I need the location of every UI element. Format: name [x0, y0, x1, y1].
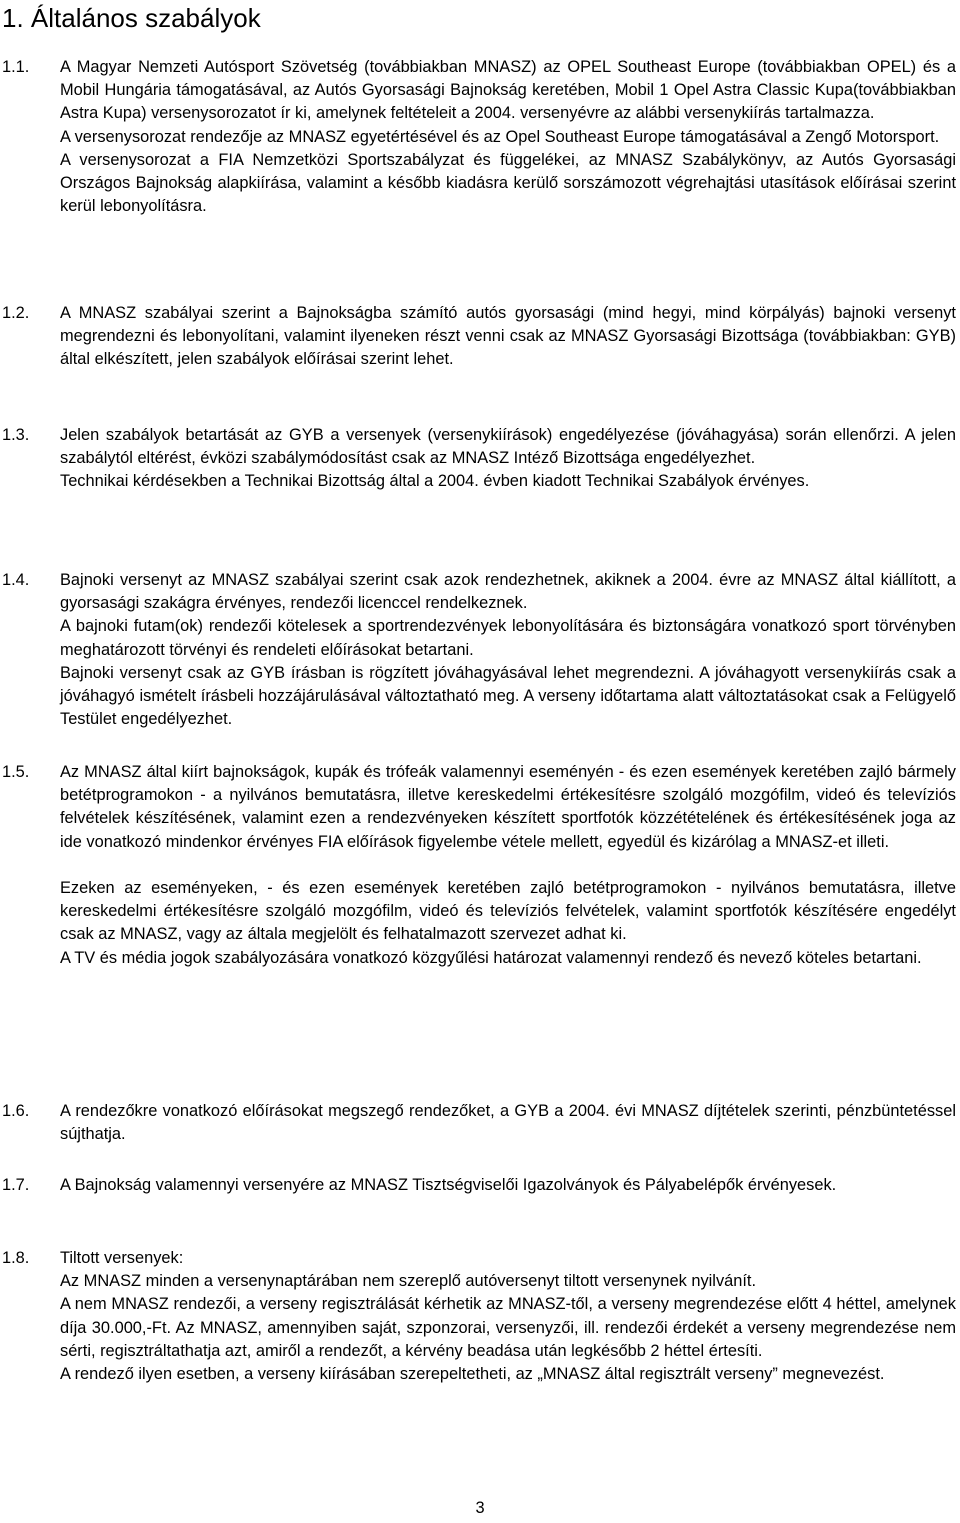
paragraph: A versenysorozat rendezője az MNASZ egyetértésével és az Opel Southeast Europe támogatásával a Zengő Motorsport.: [60, 127, 940, 146]
paragraph: Ezeken az eseményeken, - és ezen események keretében zajló betétprogramokon - nyilvános bemutatásra, illetve kereskedelmi értékesítésre szolgáló mozgófilm, videó és televíziós felvételek, valamint sportfotók készítésére engedélyt csak az MNASZ, vagy az általa megjelölt és felhatalmazott szervezet adhat ki.: [60, 879, 956, 944]
paragraph: Az MNASZ minden a versenynaptárában nem szereplő autóversenyt tiltott versenynek nyilvánít.: [60, 1272, 757, 1291]
paragraph: A versenysorozat a FIA Nemzetközi Sportszabályzat és függelékei, az MNASZ Szabálykönyv, az Autós Gyorsasági Országos Bajnokság alapkiírása, valamint a később kiadásra kerülő sorszámozott végrehajtási utasítások előírásai szerint kerül lebonyolításra.: [60, 150, 956, 216]
section-number: 1.3.: [2, 426, 30, 444]
paragraph: A rendezőkre vonatkozó előírásokat megszegő rendezőket, a GYB a 2004. évi MNASZ díjtételek szerinti, pénzbüntetéssel sújthatja.: [60, 1102, 956, 1144]
paragraph: Tiltott versenyek:: [60, 1249, 184, 1267]
section-number: 1.2.: [2, 304, 30, 322]
document-heading: 1. Általános szabályok: [2, 3, 261, 33]
paragraph: Technikai kérdésekben a Technikai Bizottság által a 2004. évben kiadott Technikai Szabályok érvényes.: [60, 472, 810, 491]
section-body: [60, 761, 956, 970]
paragraph: A MNASZ szabályai szerint a Bajnokságba számító autós gyorsasági (mind hegyi, mind körpályás) bajnoki versenyt megrendezni és lebonyolítani, valamint ilyeneken részt venni csak az MNASZ Gyorsasági Bizottsága (továbbiakban: GYB) által elkészített, jelen szabályok előírásai szerint lehet.: [60, 304, 956, 369]
section-1-4: [2, 569, 956, 731]
section-number: 1.5.: [2, 763, 30, 781]
section-body: [60, 424, 956, 494]
paragraph: A Magyar Nemzeti Autósport Szövetség (továbbiakban MNASZ) az OPEL Southeast Europe (továbbiakban OPEL) és a Mobil Hungária támogatásával, az Autós Gyorsasági Bajnokság keretében, Mobil 1 Opel Astra Classic Kupa(továbbiakban Astra Kupa) versenysorozatot ír ki, amelynek feltételeit a 2004. versenyévre az alábbi versenykiírás tartalmazza.: [60, 58, 956, 123]
paragraph: A TV és média jogok szabályozására vonatkozó közgyűlési határozat valamennyi rendező és nevező köteles betartani.: [60, 948, 922, 967]
section-body: [60, 1247, 956, 1386]
section-1-5: [2, 761, 956, 970]
section-1-2: [2, 302, 956, 372]
paragraph: Bajnoki versenyt az MNASZ szabályai szerint csak azok rendezhetnek, akiknek a 2004. évre az MNASZ által kiállított, a gyorsasági szakágra érvényes, rendezői licenccel rendelkeznek.: [60, 571, 956, 613]
section-number: 1.8.: [2, 1249, 30, 1267]
paragraph: A rendező ilyen esetben, a verseny kiírásában szerepeltetheti, az „MNASZ által regisztrált verseny” megnevezést.: [60, 1365, 885, 1384]
page-number: 3: [475, 1499, 485, 1517]
section-1-6: [2, 1100, 956, 1146]
section-body: [60, 302, 956, 372]
section-body: [60, 569, 956, 731]
section-number: 1.6.: [2, 1102, 30, 1120]
section-number: 1.1.: [2, 58, 30, 76]
paragraph: Az MNASZ által kiírt bajnokságok, kupák és trófeák valamennyi eseményén - és ezen események keretében zajló bármely betétprogramokon - a nyilvános bemutatásra, illetve kereskedelmi értékesítésre szolgáló mozgófilm, videó és televíziós felvételek készítésének, valamint ezen a rendezvényeken készített sportfotók közzétételének és értékesítésének joga az ide vonatkozó mindenkor érvényes FIA előírások figyelembe vétele mellett, egyedül és kizárólag a MNASZ-et illeti.: [60, 763, 956, 851]
section-body: [60, 1100, 956, 1146]
section-1-1: [2, 56, 956, 218]
paragraph: A nem MNASZ rendezői, a verseny regisztrálását kérhetik az MNASZ-től, a verseny megrendezése előtt 4 héttel, amelynek díja 30.000,-Ft. Az MNASZ, amennyiben saját, szponzorai, versenyzői, ill. rendezői érdekét a verseny megrendezése nem sérti, regisztráltathatja azt, amiről a rendezőt, a kérvény beadása után legkésőbb 2 héttel értesíti.: [60, 1295, 956, 1360]
paragraph: Jelen szabályok betartását az GYB a versenyek (versenykiírások) engedélyezése (jóváhagyása) során ellenőrzi. A jelen szabálytól eltérést, évközi szabálymódosítást csak az MNASZ Intéző Bizottsága engedélyezhet.: [60, 426, 956, 468]
section-1-7: [2, 1174, 956, 1197]
paragraph: A Bajnokság valamennyi versenyére az MNASZ Tisztségviselői Igazolványok és Pályabelépők érvényesek.: [60, 1176, 837, 1194]
section-1-8: [2, 1247, 956, 1386]
section-number: 1.4.: [2, 571, 30, 589]
paragraph: A bajnoki futam(ok) rendezői kötelesek a sportrendezvények lebonyolítására és biztonságára vonatkozó sport törvényben meghatározott törvényi és rendeleti előírásokat betartani.: [60, 617, 956, 659]
section-number: 1.7.: [2, 1176, 30, 1194]
section-body: [60, 56, 956, 218]
section-body: [60, 1174, 956, 1197]
paragraph: Bajnoki versenyt csak az GYB írásban is rögzített jóváhagyásával lehet megrendezni. A jóváhagyott versenykiírás csak a jóváhagyó ismételt írásbeli hozzájárulásával változtatható meg. A verseny időtartama alatt változtatásokat csak a Felügyelő Testület engedélyezhet.: [60, 663, 956, 729]
section-1-3: [2, 424, 956, 494]
